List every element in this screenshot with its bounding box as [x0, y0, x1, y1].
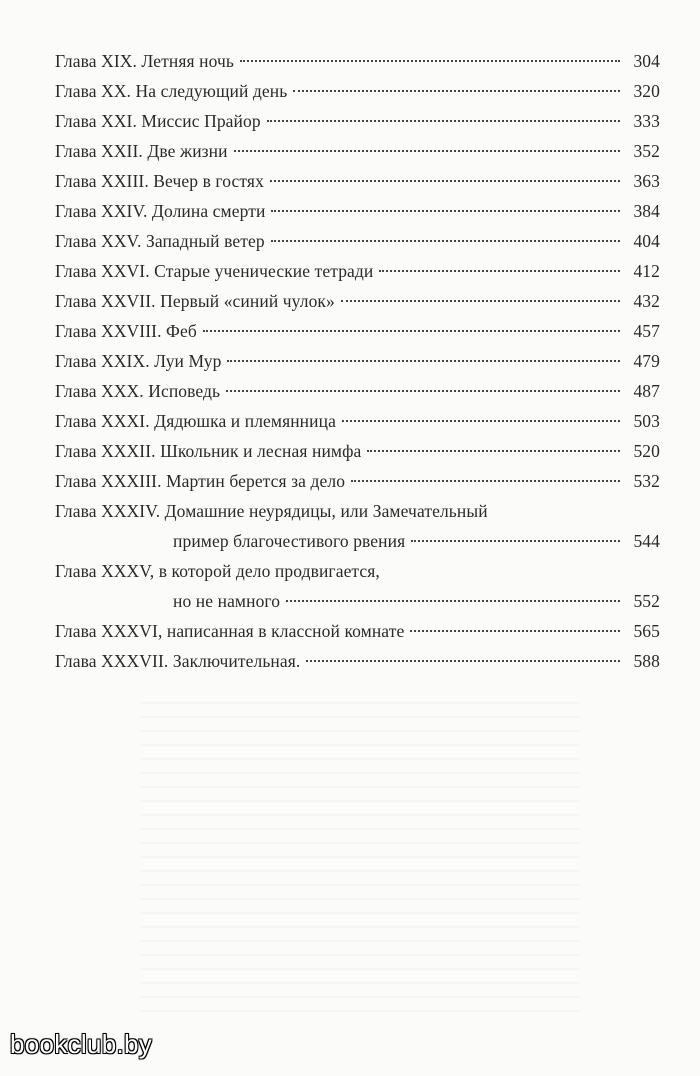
toc-entry	[55, 466, 660, 496]
toc-entry	[55, 316, 660, 346]
dot-leader	[267, 120, 620, 122]
dot-leader	[271, 240, 620, 242]
toc-entry-page: 404	[633, 231, 660, 251]
toc-entry-page: 352	[633, 141, 660, 161]
toc-entry-page: 503	[633, 411, 660, 431]
toc-entry-title: Глава XXIV. Долина смерти	[55, 201, 266, 221]
toc-entry	[55, 106, 660, 136]
dot-leader	[234, 150, 620, 152]
dot-leader	[410, 630, 620, 632]
toc-entry	[55, 256, 660, 286]
toc-entry-page: 588	[633, 651, 660, 671]
toc-entry	[55, 376, 660, 406]
dot-leader	[203, 330, 620, 332]
dot-leader	[270, 180, 620, 182]
toc-entry-page: 412	[633, 261, 660, 281]
table-of-contents	[55, 46, 660, 676]
toc-entry	[55, 646, 660, 676]
dot-leader	[341, 300, 620, 302]
toc-entry-page: 320	[633, 81, 660, 101]
toc-entry-title: Глава XXIX. Луи Мур	[55, 351, 222, 371]
toc-entry-title: Глава XXV. Западный ветер	[55, 231, 265, 251]
dot-leader	[293, 90, 620, 92]
toc-entry	[55, 406, 660, 436]
toc-entry-title-continued: пример благочестивого рвения	[173, 531, 406, 551]
toc-entry-page: 487	[633, 381, 660, 401]
toc-entry-page: 384	[633, 201, 660, 221]
toc-entry-title: Глава XXIII. Вечер в гостях	[55, 171, 264, 191]
toc-entry-page: 457	[633, 321, 660, 341]
toc-entry-page: 363	[633, 171, 660, 191]
toc-entry-title: Глава XXI. Миссис Прайор	[55, 111, 261, 131]
toc-entry	[55, 166, 660, 196]
toc-entry-title: Глава XXII. Две жизни	[55, 141, 228, 161]
dot-leader	[342, 420, 620, 422]
toc-entry-title: Глава XXXV, в которой дело продвигается,	[55, 561, 380, 581]
toc-entry-title: Глава XXXVI, написанная в классной комнате	[55, 621, 405, 641]
toc-entry-page: 552	[633, 591, 660, 611]
toc-entry	[55, 496, 660, 556]
toc-entry	[55, 556, 660, 616]
show-through-text	[140, 690, 580, 1020]
toc-entry-page: 532	[633, 471, 660, 491]
toc-entry-title-continued: но не намного	[173, 591, 281, 611]
toc-entry	[55, 286, 660, 316]
toc-entry-title: Глава XXXVII. Заключительная.	[55, 651, 301, 671]
dot-leader	[286, 600, 620, 602]
toc-entry-page: 479	[633, 351, 660, 371]
toc-entry-title: Глава XX. На следующий день	[55, 81, 288, 101]
toc-entry	[55, 136, 660, 166]
dot-leader	[306, 660, 620, 662]
toc-entry-page: 333	[633, 111, 660, 131]
toc-entry-page: 432	[633, 291, 660, 311]
toc-entry	[55, 436, 660, 466]
toc-entry-title: Глава XXXIV. Домашние неурядицы, или Замечательный	[55, 501, 488, 521]
toc-entry-page: 544	[633, 531, 660, 551]
toc-entry-title: Глава XXXIII. Мартин берется за дело	[55, 471, 346, 491]
toc-entry-title: Глава XIX. Летняя ночь	[55, 51, 234, 71]
dot-leader	[226, 390, 620, 392]
toc-entry	[55, 196, 660, 226]
toc-entry-title: Глава XXVII. Первый «синий чулок»	[55, 291, 335, 311]
toc-entry	[55, 46, 660, 76]
toc-entry	[55, 76, 660, 106]
toc-entry-page: 304	[633, 51, 660, 71]
dot-leader	[227, 360, 620, 362]
toc-entry-page: 520	[633, 441, 660, 461]
dot-leader	[411, 540, 620, 542]
dot-leader	[240, 60, 620, 62]
toc-entry-title: Глава XXX. Исповедь	[55, 381, 221, 401]
toc-entry	[55, 346, 660, 376]
toc-entry-title: Глава XXVIII. Феб	[55, 321, 197, 341]
toc-entry-title: Глава XXXI. Дядюшка и племянница	[55, 411, 336, 431]
dot-leader	[351, 480, 620, 482]
dot-leader	[379, 270, 620, 272]
toc-entry-title: Глава XXXII. Школьник и лесная нимфа	[55, 441, 362, 461]
toc-entry	[55, 226, 660, 256]
watermark-text: bookclub.by	[10, 1029, 153, 1059]
dot-leader	[271, 210, 620, 212]
dot-leader	[367, 450, 620, 452]
toc-entry-title: Глава XXVI. Старые ученические тетради	[55, 261, 374, 281]
toc-entry-page: 565	[633, 621, 660, 641]
toc-entry	[55, 616, 660, 646]
